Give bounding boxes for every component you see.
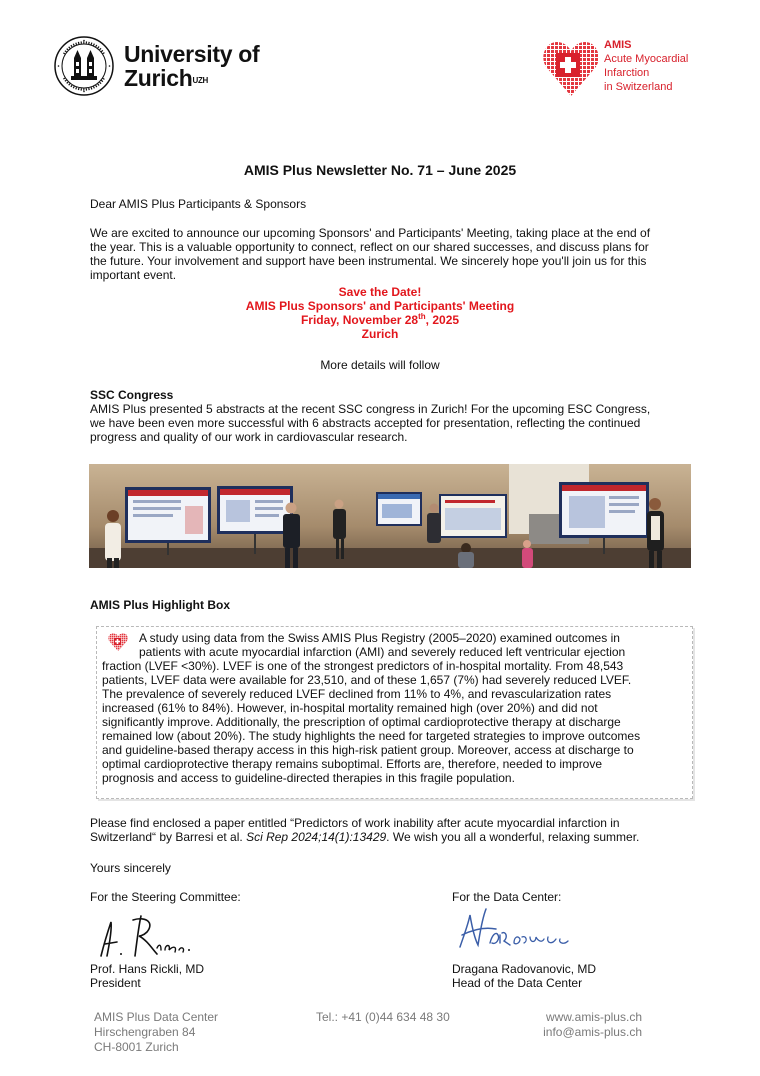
highlight-line: significantly improve. Additionally, the prescription of optimal cardioprotective therapy at discharge [102, 715, 621, 729]
highlight-line: remained low (about 20%). The study highlights the need for targeted strategies to improve outcomes [102, 729, 641, 743]
intro-line: We are excited to announce our upcoming Sponsors' and Participants' Meeting, taking place at the end of [90, 226, 651, 240]
highlight-line: fraction (LVEF <30%). LVEF is one of the strongest predictors of in-hospital mortality. From 48,543 [102, 659, 624, 673]
footer-address [94, 1010, 218, 1055]
highlight-paragraph [102, 631, 692, 785]
data-center-label: For the Data Center: [452, 890, 562, 904]
save-the-date-heading: Save the Date! [338, 285, 422, 299]
newsletter-title: AMIS Plus Newsletter No. 71 – June 2025 [243, 162, 517, 178]
amis-wordmark [604, 38, 688, 94]
closing: Yours sincerely [90, 861, 171, 875]
signature-rickli [95, 910, 195, 960]
ssc-paragraph [90, 402, 695, 444]
footer-contact [520, 1010, 642, 1040]
footer-address-line: Hirschengraben 84 [94, 1025, 196, 1039]
highlight-heading: AMIS Plus Highlight Box [90, 598, 230, 612]
enclosed-line1: Please find enclosed a paper entitled “Predictors of work inability after acute myocardial infarction in [90, 816, 620, 830]
save-the-date-block [0, 285, 760, 341]
salutation: Dear AMIS Plus Participants & Sponsors [90, 197, 307, 211]
intro-line: the year. This is a valuable opportunity to connect, reflect on our shared successes, and discuss plans for [90, 240, 649, 254]
congress-panorama-photo [89, 464, 691, 568]
meeting-date [0, 313, 760, 327]
intro-paragraph [90, 226, 695, 282]
signature-radovanovic [456, 905, 571, 955]
amis-line3: in Switzerland [604, 81, 673, 93]
enclosed-paragraph [90, 816, 700, 844]
ssc-line: we have been even more successful with 6 abstracts accepted for presentation, reflecting the continued [90, 416, 641, 430]
amis-line1: Acute Myocardial [604, 53, 689, 65]
meeting-title: AMIS Plus Sponsors' and Participants' Meeting [245, 299, 515, 313]
meeting-date-suffix: , 2025 [425, 313, 460, 327]
meeting-location: Zurich [361, 327, 399, 341]
highlight-line: A study using data from the Swiss AMIS Plus Registry (2005–2020) examined outcomes in [139, 631, 620, 645]
radovanovic-name: Dragana Radovanovic, MD [452, 962, 597, 976]
intro-line: important event. [90, 268, 177, 282]
highlight-line: increased (61% to 84%). However, in-hospital mortality remained high (over 20%) and did not [102, 701, 598, 715]
meeting-date-prefix: Friday, November 28 [300, 313, 419, 327]
radovanovic-role: Head of the Data Center [452, 976, 583, 990]
enclosed-line2a: Switzerland“ by Barresi et al. [90, 830, 247, 844]
footer-website-link[interactable]: www.amis-plus.ch [545, 1010, 642, 1024]
ssc-line: AMIS Plus presented 5 abstracts at the recent SSC congress in Zurich! For the upcoming ESC Congress, [90, 402, 651, 416]
rickli-role: President [90, 976, 141, 990]
uzh-seal-logo [54, 36, 114, 96]
intro-line: the future. Your involvement and support have been instrumental. We sincerely hope you'll join us for this [90, 254, 647, 268]
amis-heart-logo [543, 38, 599, 98]
ssc-heading: SSC Congress [90, 388, 174, 402]
footer-phone: Tel.: +41 (0)44 634 48 30 [316, 1010, 450, 1024]
university-line2: Zurich [124, 65, 193, 91]
highlight-line: patients, LVEF data were available for 23,510, and of these 1,657 (7%) had severely reduced LVEF. [102, 673, 632, 687]
university-line1: University of [124, 41, 260, 67]
meeting-date-sup: th [418, 312, 426, 321]
footer-address-line: AMIS Plus Data Center [94, 1010, 219, 1024]
footer-email-link[interactable]: info@amis-plus.ch [543, 1025, 642, 1039]
footer-address-line: CH-8001 Zurich [94, 1040, 179, 1054]
amis-title: AMIS [604, 39, 632, 51]
more-details-note: More details will follow [320, 358, 440, 372]
ssc-line: progress and quality of our work in cardiovascular research. [90, 430, 408, 444]
highlight-line: The prevalence of severely reduced LVEF declined from 11% to 4%, and revascularization rates [102, 687, 612, 701]
highlight-line: and guideline-based therapy access in this high-risk patient group. Moreover, access at discharge to [102, 743, 634, 757]
university-name [124, 42, 259, 90]
amis-line2: Infarction [604, 67, 650, 79]
steering-committee-label: For the Steering Committee: [90, 890, 241, 904]
highlight-line: patients with acute myocardial infarction (AMI) and severely reduced left ventricular ejection [139, 645, 626, 659]
university-sup: UZH [192, 76, 209, 85]
rickli-name: Prof. Hans Rickli, MD [90, 962, 205, 976]
highlight-line: optimal cardioprotective therapy remains suboptimal. Efforts are, therefore, needed to improve [102, 757, 603, 771]
enclosed-line2b: . We wish you all a wonderful, relaxing summer. [386, 830, 640, 844]
highlight-line: prognosis and access to guideline-directed therapies in this fragile population. [102, 771, 515, 785]
citation: Sci Rep 2024;14(1):13429 [246, 830, 387, 844]
